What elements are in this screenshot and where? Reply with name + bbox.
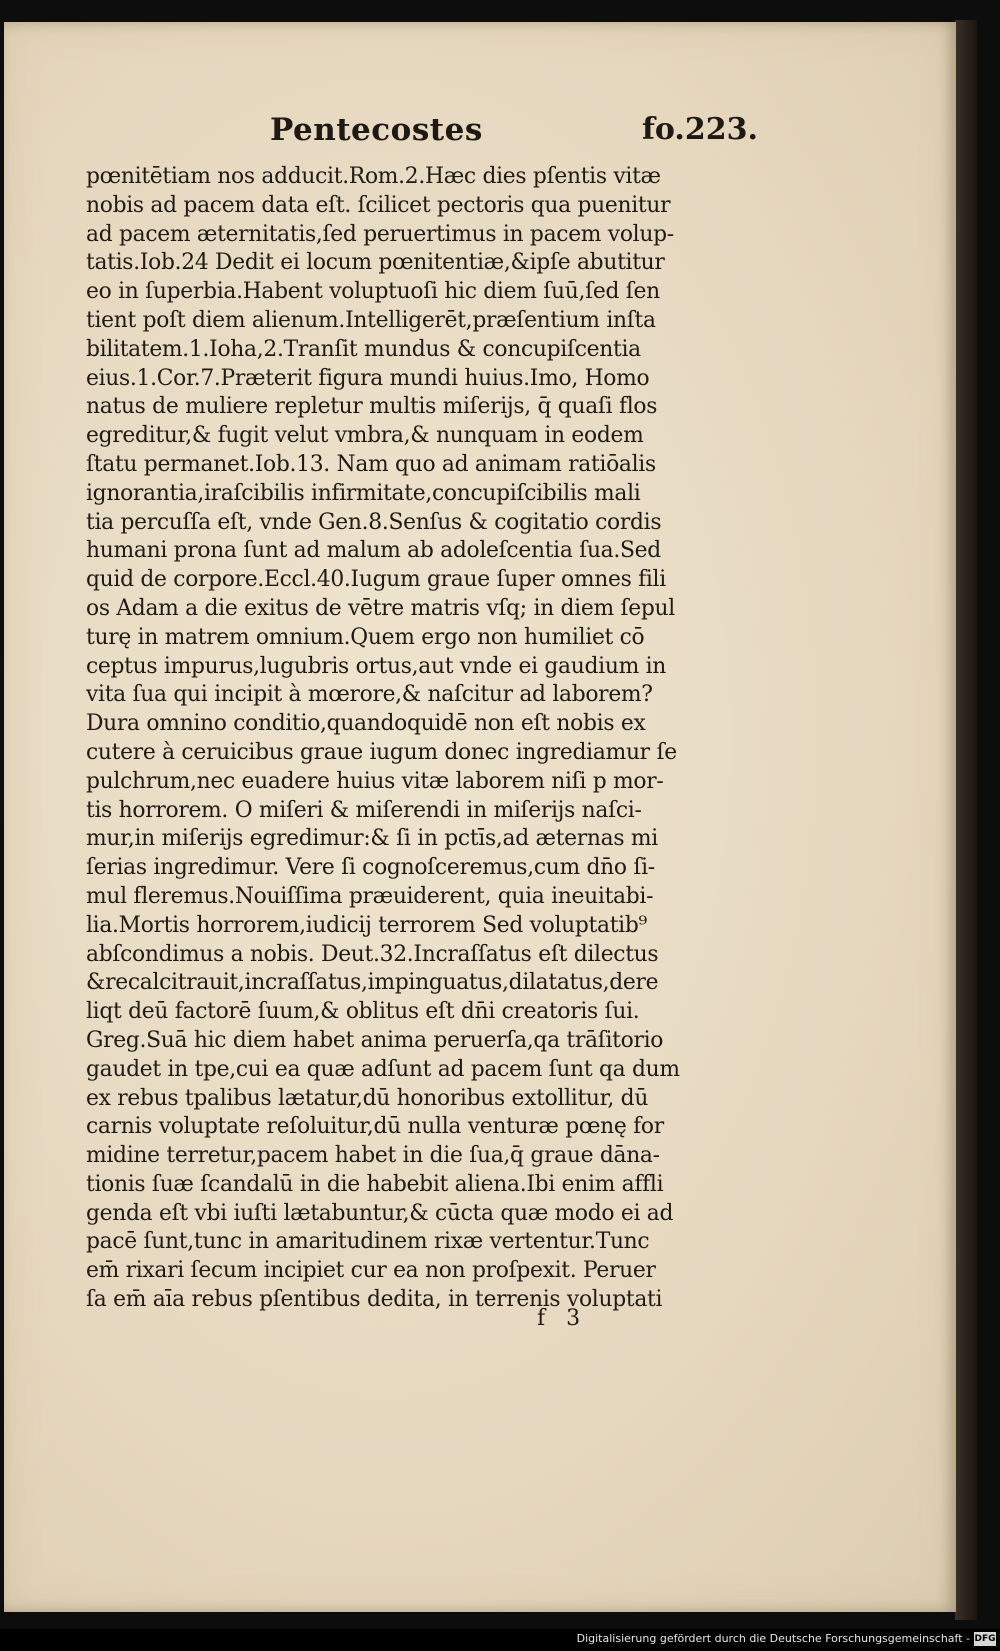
text-line: genda eſt vbi iuſti lætabuntur,& cūcta quæ modo ei ad: [86, 1200, 674, 1226]
text-line: ex rebus tpalibus lætatur,dū honoribus extollitur, dū: [86, 1085, 649, 1111]
signature-mark: f 3: [537, 1306, 581, 1331]
text-line: ſtatu permanet.Iob.13. Nam quo ad animam ratiōalis: [86, 451, 656, 477]
text-line: tis horrorem. O miſeri & miſerendi in miſerijs naſci-: [86, 797, 642, 823]
text-line: Dura omnino conditio,quandoquidē non eſt nobis ex: [86, 711, 646, 737]
text-line: ad pacem æternitatis,ſed peruertimus in pacem volup-: [86, 221, 674, 247]
text-line: tionis ſuæ ſcandalū in die habebit aliena.Ibi enim affli: [86, 1171, 664, 1197]
folio-number: fo.223.: [642, 112, 758, 147]
text-line: lia.Mortis horrorem,iudicij terrorem Sed voluptatib⁹: [86, 912, 647, 938]
text-line: natus de muliere repletur multis miſerijs, q̄ quaſi flos: [86, 394, 658, 420]
text-line: eius.1.Cor.7.Præterit figura mundi huius.Imo, Homo: [86, 365, 650, 391]
text-line: vita ſua qui incipit à mœrore,& naſcitur ad laborem?: [86, 682, 653, 708]
text-line: egreditur,& fugit velut vmbra,& nunquam in eodem: [86, 423, 644, 449]
text-line: abſcondimus a nobis. Deut.32.Incraſſatus eſt dilectus: [86, 941, 659, 967]
running-head: [270, 112, 770, 152]
text-line: pœnitētiam nos adducit.Rom.2.Hæc dies pſentis vitæ: [86, 164, 661, 189]
text-line: liqt deū factorē ſuum,& oblitus eſt dn̄i creatoris ſui.: [86, 999, 640, 1025]
body-text: [86, 163, 758, 1315]
text-line: carnis voluptate reſoluitur,dū nulla venturæ pœnę for: [86, 1114, 664, 1140]
text-line: os Adam a die exitus de vētre matris vſq; in diem ſepul: [86, 595, 675, 621]
running-title: Pentecostes: [270, 112, 483, 148]
text-line: Greg.Suā hic diem habet anima peruerſa,qa trāſitorio: [86, 1027, 664, 1053]
text-line: ceptus impurus,lugubris ortus,aut vnde ei gaudium in: [86, 653, 667, 679]
text-line: ignorantia,iraſcibilis infirmitate,concupiſcibilis mali: [86, 480, 641, 506]
text-line: ſa em̄ aīa rebus pſentibus dedita, in terrenis voluptati: [86, 1287, 663, 1313]
text-line: eo in ſuperbia.Habent voluptuoſi hic diem ſuū,ſed ſen: [86, 279, 660, 305]
page-edge: [955, 20, 977, 1620]
text-line: nobis ad pacem data eſt. ſcilicet pectoris qua puenitur: [86, 192, 671, 218]
text-line: midine terretur,pacem habet in die ſua,q̄ graue dāna-: [86, 1143, 660, 1169]
text-line: tient poſt diem alienum.Intelligerēt,præſentium inſta: [86, 307, 656, 333]
dfg-logo: DFG: [974, 1634, 996, 1644]
text-line: mul fleremus.Nouiſſima præuiderent, quia ineuitabi-: [86, 883, 654, 909]
text-line: tatis.Iob.24 Dedit ei locum pœnitentiæ,&ipſe abutitur: [86, 250, 665, 276]
text-line: pacē ſunt,tunc in amaritudinem rixæ vertentur.Tunc: [86, 1229, 650, 1255]
text-line: humani prona ſunt ad malum ab adoleſcentia ſua.Sed: [86, 538, 661, 564]
text-line: em̄ rixari ſecum incipiet cur ea non proſpexit. Peruer: [86, 1258, 656, 1284]
funding-credit: Digitalisierung gefördert durch die Deutsche Forschungsgemeinschaft -: [576, 1632, 970, 1645]
text-line: quid de corpore.Eccl.40.Iugum graue ſuper omnes fili: [86, 567, 666, 593]
text-line: tia percuſſa eſt, vnde Gen.8.Senſus & cogitatio cordis: [86, 509, 662, 535]
text-line: bilitatem.1.Ioha,2.Tranſit mundus & concupiſcentia: [86, 336, 641, 362]
text-line: pulchrum,nec euadere huius vitæ laborem niſi p mor-: [86, 768, 664, 794]
text-line: &recalcitrauit,incraſſatus,impinguatus,dilatatus,dere: [86, 970, 659, 996]
text-line: mur,in miſerijs egredimur:& ſi in pctīs,ad æternas mi: [86, 826, 658, 852]
footer-bar: [0, 1629, 1000, 1651]
text-line: ſerias ingredimur. Vere ſi cognoſceremus,cum dn̄o ſi-: [86, 855, 655, 881]
text-line: cutere à ceruicibus graue iugum donec ingrediamur ſe: [86, 739, 677, 765]
text-line: turę in matrem omnium.Quem ergo non humiliet cō: [86, 624, 645, 650]
text-line: gaudet in tpe,cui ea quæ adſunt ad pacem ſunt qa dum: [86, 1056, 680, 1082]
